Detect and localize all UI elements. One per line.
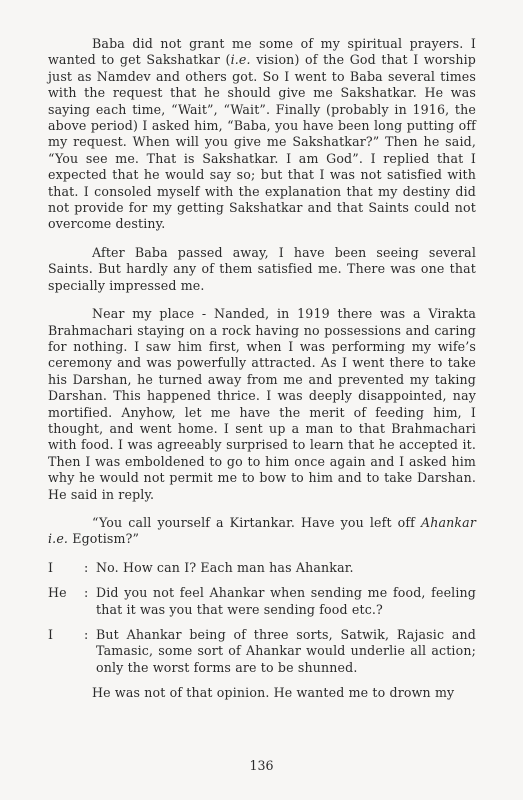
paragraph-sakshatkar: Baba did not grant me some of my spiritual prayers. I wanted to get Sakshatkar (i.e. vision) of the God that I worship just as Namdev and others got. So I went to Baba several times with the request that he should give me Sakshatkar. He was saying each time, “Wait”, “Wait”. Finally (probably in 1916, the above period) I asked him, “Baba, you have been long putting off my request. When will you give me Sakshatkar?” Then he said, “You see me. That is Sakshatkar. I am God”. I replied that I expected that he would say so; but that I was not satisfied with that. I consoled myself with the explanation that my destiny did not provide for my getting Sakshatkar and that Saints could not overcome destiny. (48, 36, 476, 232)
paragraph-closing: He was not of that opinion. He wanted me to drown my (92, 685, 455, 701)
dialogue-line (48, 585, 476, 618)
page-number: 136 (249, 758, 274, 773)
paragraph-saints: After Baba passed away, I have been seeing several Saints. But hardly any of them satisfied me. There was one that specially impressed me. (48, 244, 476, 293)
dialogue-text: No. How can I? Each man has Ahankar. (96, 559, 354, 575)
quote-intro-part2: Egotism?” (68, 531, 140, 547)
dialogue-colon: : (84, 585, 89, 601)
dialogue-line (48, 560, 476, 576)
dialogue-text: But Ahankar being of three sorts, Satwik, Rajasic and Tamasic, some sort of Ahankar would underlie all action; only the worst forms are to be shunned. (96, 627, 476, 675)
dialogue-speaker: I (48, 559, 54, 575)
quote-intro (48, 515, 476, 548)
dialogue-colon: : (84, 627, 89, 642)
dialogue-speaker: I (48, 627, 54, 642)
quote-intro-part1: “You call yourself a Kirtankar. Have you left off (92, 514, 421, 530)
paragraph-brahmachari: Near my place - Nanded, in 1919 there was a Virakta Brahmachari staying on a rock having no possessions and caring for nothing. I saw him first, when I was performing my wife’s ceremony and was powerfully attracted. As I went there to take his Darshan, he turned away from me and prevented my taking Darshan. This happened thrice. I was deeply disappointed, nay mortified. Anyhow, let me have the merit of feeding him, I thought, and went home. I sent up a man to that Brahmachari with food. I was agreeably surprised to learn that he accepted it. Then I was emboldened to go to him once again and I asked him why he would not permit me to bow to him and to take Darshan. He said in reply. (48, 306, 476, 502)
quote-intro-italic: Ahankar i.e. (48, 514, 476, 547)
dialogue-text: Did you not feel Ahankar when sending me food, feeling that it was you that were sending food etc.? (96, 585, 476, 617)
page-body (48, 36, 476, 714)
dialogue-line (48, 627, 476, 676)
dialogue-colon: : (84, 559, 89, 575)
dialogue-speaker: He (48, 585, 67, 601)
